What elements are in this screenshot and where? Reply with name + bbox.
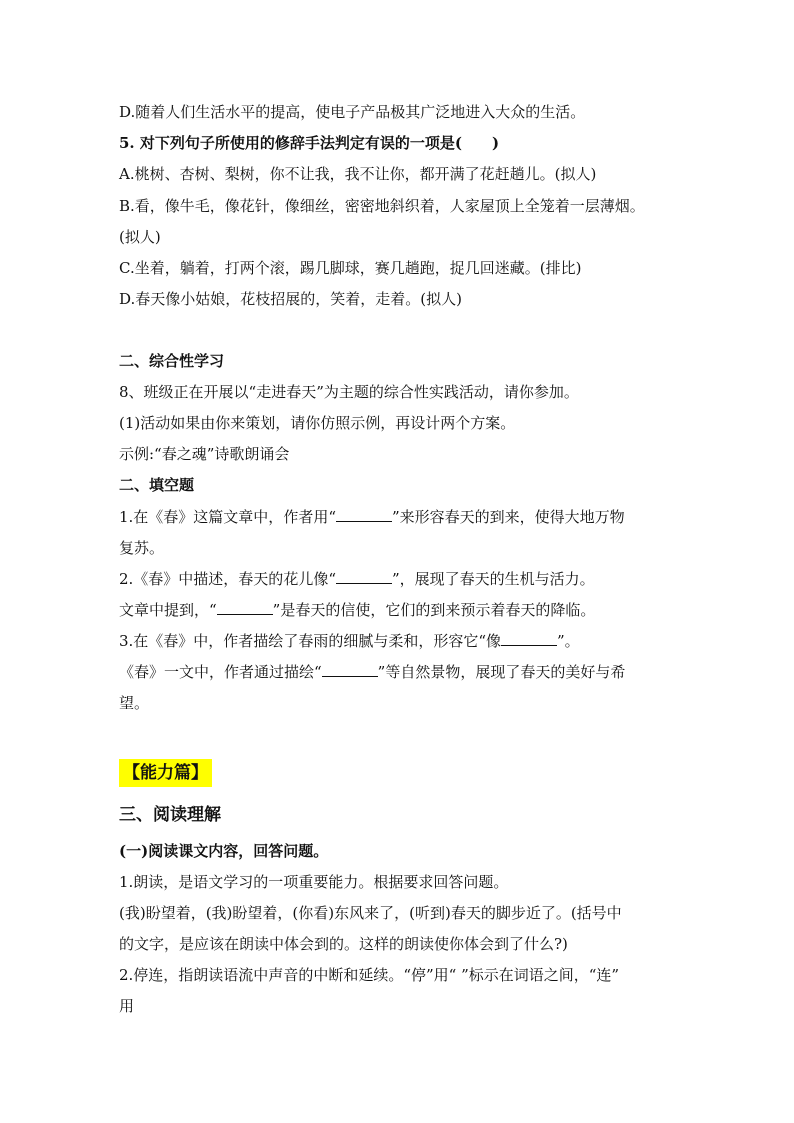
reading-q1-text-cont: 的文字，是应该在朗读中体会到的。这样的朗读使你体会到了什么?) bbox=[119, 935, 568, 953]
blank-line bbox=[336, 507, 392, 522]
fill-q3: 3.在《春》中，作者描绘了春雨的细腻与柔和，形容它“像 ”。 bbox=[119, 632, 580, 650]
option-b-cont: (拟人) bbox=[119, 228, 161, 246]
fill-q3-extra: 《春》一文中，作者通过描绘“ ”等自然景物，展现了春天的美好与希 bbox=[119, 663, 626, 681]
example-line: 示例:“春之魂”诗歌朗诵会 bbox=[119, 445, 290, 463]
reading-q1-text: (我)盼望着，(我)盼望着，(你看)东风来了，(听到)春天的脚步近了。(括号中 bbox=[119, 904, 622, 922]
question-8: 8、班级正在开展以“走进春天”为主题的综合性实践活动，请你参加。 bbox=[119, 383, 579, 401]
reading-q1: 1.朗读，是语文学习的一项重要能力。根据要求回答问题。 bbox=[119, 873, 509, 891]
option-d: D.春天像小姑娘，花枝招展的，笑着，走着。(拟人) bbox=[119, 290, 462, 308]
blank-line bbox=[501, 631, 557, 646]
section-fill-blanks: 二、填空题 bbox=[119, 476, 195, 494]
fill-q1-cont: 复苏。 bbox=[119, 539, 165, 557]
reading-q2: 2.停连，指朗读语流中声音的中断和延续。“停”用“ ”标示在词语之间，“连” bbox=[119, 966, 620, 984]
question-5: 5. 对下列句子所使用的修辞手法判定有误的一项是( ) bbox=[119, 134, 500, 152]
blank-line bbox=[322, 662, 378, 677]
reading-q2-cont: 用 bbox=[119, 997, 135, 1015]
question-8-part1: (1)活动如果由你来策划，请你仿照示例，再设计两个方案。 bbox=[119, 414, 516, 432]
reading-subheading: (一)阅读课文内容，回答问题。 bbox=[119, 842, 329, 860]
option-a: A.桃树、杏树、梨树，你不让我，我不让你，都开满了花赶趟儿。(拟人) bbox=[119, 165, 597, 183]
fill-q2: 2.《春》中描述，春天的花儿像“ ”，展现了春天的生机与活力。 bbox=[119, 570, 595, 588]
section-reading: 三、阅读理解 bbox=[119, 805, 221, 825]
fill-q1: 1.在《春》这篇文章中，作者用“ ”来形容春天的到来，使得大地万物 bbox=[119, 508, 625, 526]
blank-line bbox=[336, 569, 392, 584]
option-d-prev: D.随着人们生活水平的提高，使电子产品极其广泛地进入大众的生活。 bbox=[119, 103, 586, 121]
fill-q3-extra-cont: 望。 bbox=[119, 694, 150, 712]
blank-line bbox=[217, 600, 273, 615]
ability-section-tag: 【能力篇】 bbox=[119, 759, 212, 787]
fill-q2-extra: 文章中提到，“ ”是春天的信使，它们的到来预示着春天的降临。 bbox=[119, 601, 596, 619]
section-integrated-learning: 二、综合性学习 bbox=[119, 352, 225, 370]
option-c: C.坐着，躺着，打两个滚，踢几脚球，赛几趟跑，捉几回迷藏。(排比) bbox=[119, 259, 582, 277]
option-b: B.看，像牛毛，像花针，像细丝，密密地斜织着，人家屋顶上全笼着一层薄烟。 bbox=[119, 197, 645, 215]
